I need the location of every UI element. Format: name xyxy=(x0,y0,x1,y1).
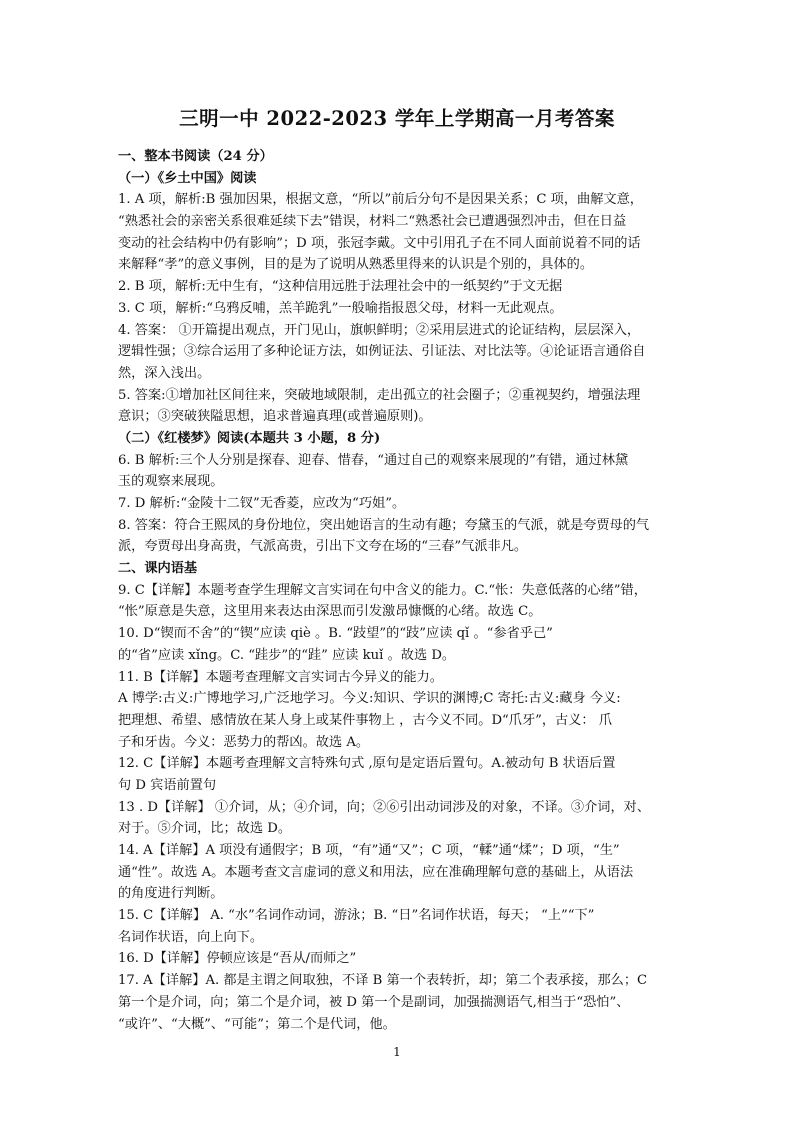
text-line: “熟悉社会的亲密关系很难延续下去”错误，材料二“熟悉社会已遭遇强烈冲击，但在日益 xyxy=(118,214,627,230)
text-line: 9. C【详解】本题考查学生理解文言实词在句中含义的能力。C.“怅：失意低落的心绪”错， xyxy=(118,582,647,598)
text-line: 10. D“锲而不舍”的“锲”应读 qiè 。B. “跂望”的“跂”应读 qǐ 。“参省乎己” xyxy=(118,626,553,642)
text-line: 16. D【详解】停顿应该是“吾从/而师之” xyxy=(118,951,357,967)
text-line: 第一个是介词，向；第二个是介词，被 D 第一个是副词，加强揣测语气,相当于“恐怕”、 xyxy=(118,994,630,1010)
section-heading: 一、整本书阅读（24 分） xyxy=(118,149,273,164)
text-line: 把理想、希望、感情放在某人身上或某件事物上 ，古今义不同。D“爪牙”，古义： 爪 xyxy=(118,712,613,728)
text-line: 然，深入浅出。 xyxy=(118,365,211,381)
text-line: 11. B【详解】本题考查理解文言实词古今异义的能力。 xyxy=(118,669,443,685)
text-line: 1. A 项，解析:B 强加因果，根据文意，“所以”前后分句不是因果关系；C 项，曲解文意， xyxy=(118,192,643,208)
text-line: 12. C【详解】本题考查理解文言特殊句式 ,原句是定语后置句。A.被动句 B 状语后置 xyxy=(118,756,616,772)
text-line: 13 . D【详解】 ①介词，从；④介词，向；②⑥引出动词涉及的对象，不译。③介词，对、 xyxy=(118,799,651,815)
text-line: 8. 答案：符合王熙凤的身份地位，突出她语言的生动有趣；夸黛玉的气派，就是夸贾母的气 xyxy=(118,517,650,533)
text-line: 15. C【详解】 A. “水”名词作动词，游泳；B. “日”名词作状语，每天； “上”“下” xyxy=(118,908,595,924)
text-line: 来解释“孝”的意义事例，目的是为了说明从熟悉里得来的认识是个别的，具体的。 xyxy=(118,257,594,273)
text-line: 子和牙齿。今义：恶势力的帮凶。故选 A。 xyxy=(118,734,370,750)
text-line: 17. A【详解】A. 都是主谓之间取独，不译 B 第一个表转折，却；第二个表承接，那么；C xyxy=(118,973,648,989)
text-line: 玉的观察来展现。 xyxy=(118,474,224,490)
text-line: 名词作状语，向上向下。 xyxy=(118,929,264,945)
section-heading: 二、课内语基 xyxy=(118,561,198,577)
page-number: 1 xyxy=(393,1045,401,1059)
text-line: 14. A【详解】A 项没有通假字；B 项，“有”通“又”；C 项，“輮”通“煣”；D 项，“生” xyxy=(118,843,620,858)
answer-body xyxy=(118,146,680,1035)
page-title: 三明一中 2022-2023 学年上学期高一月考答案 xyxy=(179,107,615,130)
text-line: 2. B 项，解析:无中生有，“这种信用远胜于法理社会中的一纸契约”于文无据 xyxy=(118,279,563,295)
text-line: 4. 答案： ①开篇提出观点，开门见山，旗帜鲜明；②采用层进式的论证结构，层层深入， xyxy=(118,322,641,338)
text-line: 逻辑性强；③综合运用了多种论证方法，如例证法、引证法、对比法等。④论证语言通俗自 xyxy=(118,344,646,360)
text-line: 派，夸贾母出身高贵，气派高贵，引出下文夸在场的“三春”气派非凡。 xyxy=(118,539,528,555)
text-line: “怅”原意是失意，这里用来表达由深思而引发激昂慷慨的心绪。故选 C。 xyxy=(118,604,542,620)
text-line: 变动的社会结构中仍有影响”；D 项，张冠李戴。文中引用孔子在不同人面前说着不同的话 xyxy=(118,235,641,251)
text-line: 3. C 项，解析:“乌鸦反哺，羔羊跪乳”一般喻指报恩父母，材料一无此观点。 xyxy=(118,300,563,316)
text-line: 句 D 宾语前置句 xyxy=(118,777,217,793)
text-line: 通“性”。故选 A。本题考查文言虚词的意义和用法，应在准确理解句意的基础上，从语法 xyxy=(118,864,634,880)
text-line: 5. 答案:①增加社区间往来，突破地域限制，走出孤立的社会圈子；②重视契约，增强法理 xyxy=(118,387,641,403)
text-line: 意识；③突破狭隘思想，追求普遍真理(或普遍原则)。 xyxy=(118,409,432,425)
section-heading: （二）《红楼梦》阅读(本题共 3 小题，8 分) xyxy=(118,430,381,446)
text-line: 7. D 解析:“金陵十二钗”无香菱，应改为“巧姐”。 xyxy=(118,496,406,511)
text-line: 6. B 解析:三个人分别是探春、迎春、惜春，“通过自己的观察来展现的”有错，通过林黛 xyxy=(118,452,629,468)
text-line: 的角度进行判断。 xyxy=(118,886,224,902)
text-line: 对于。⑤介词，比；故选 D。 xyxy=(118,821,292,837)
text-line: 的“省”应读 xǐng。C. “跬步”的“跬” 应读 kuǐ 。故选 D。 xyxy=(118,647,456,663)
text-line: “或许”、“大概”、“可能”；第二个是代词，他。 xyxy=(118,1016,396,1032)
section-heading: （一）《乡土中国》阅读 xyxy=(118,170,257,186)
text-line: A 博学:古义:广博地学习,广泛地学习。今义:知识、学识的渊博;C 寄托:古义:藏身 今义: xyxy=(118,691,621,707)
